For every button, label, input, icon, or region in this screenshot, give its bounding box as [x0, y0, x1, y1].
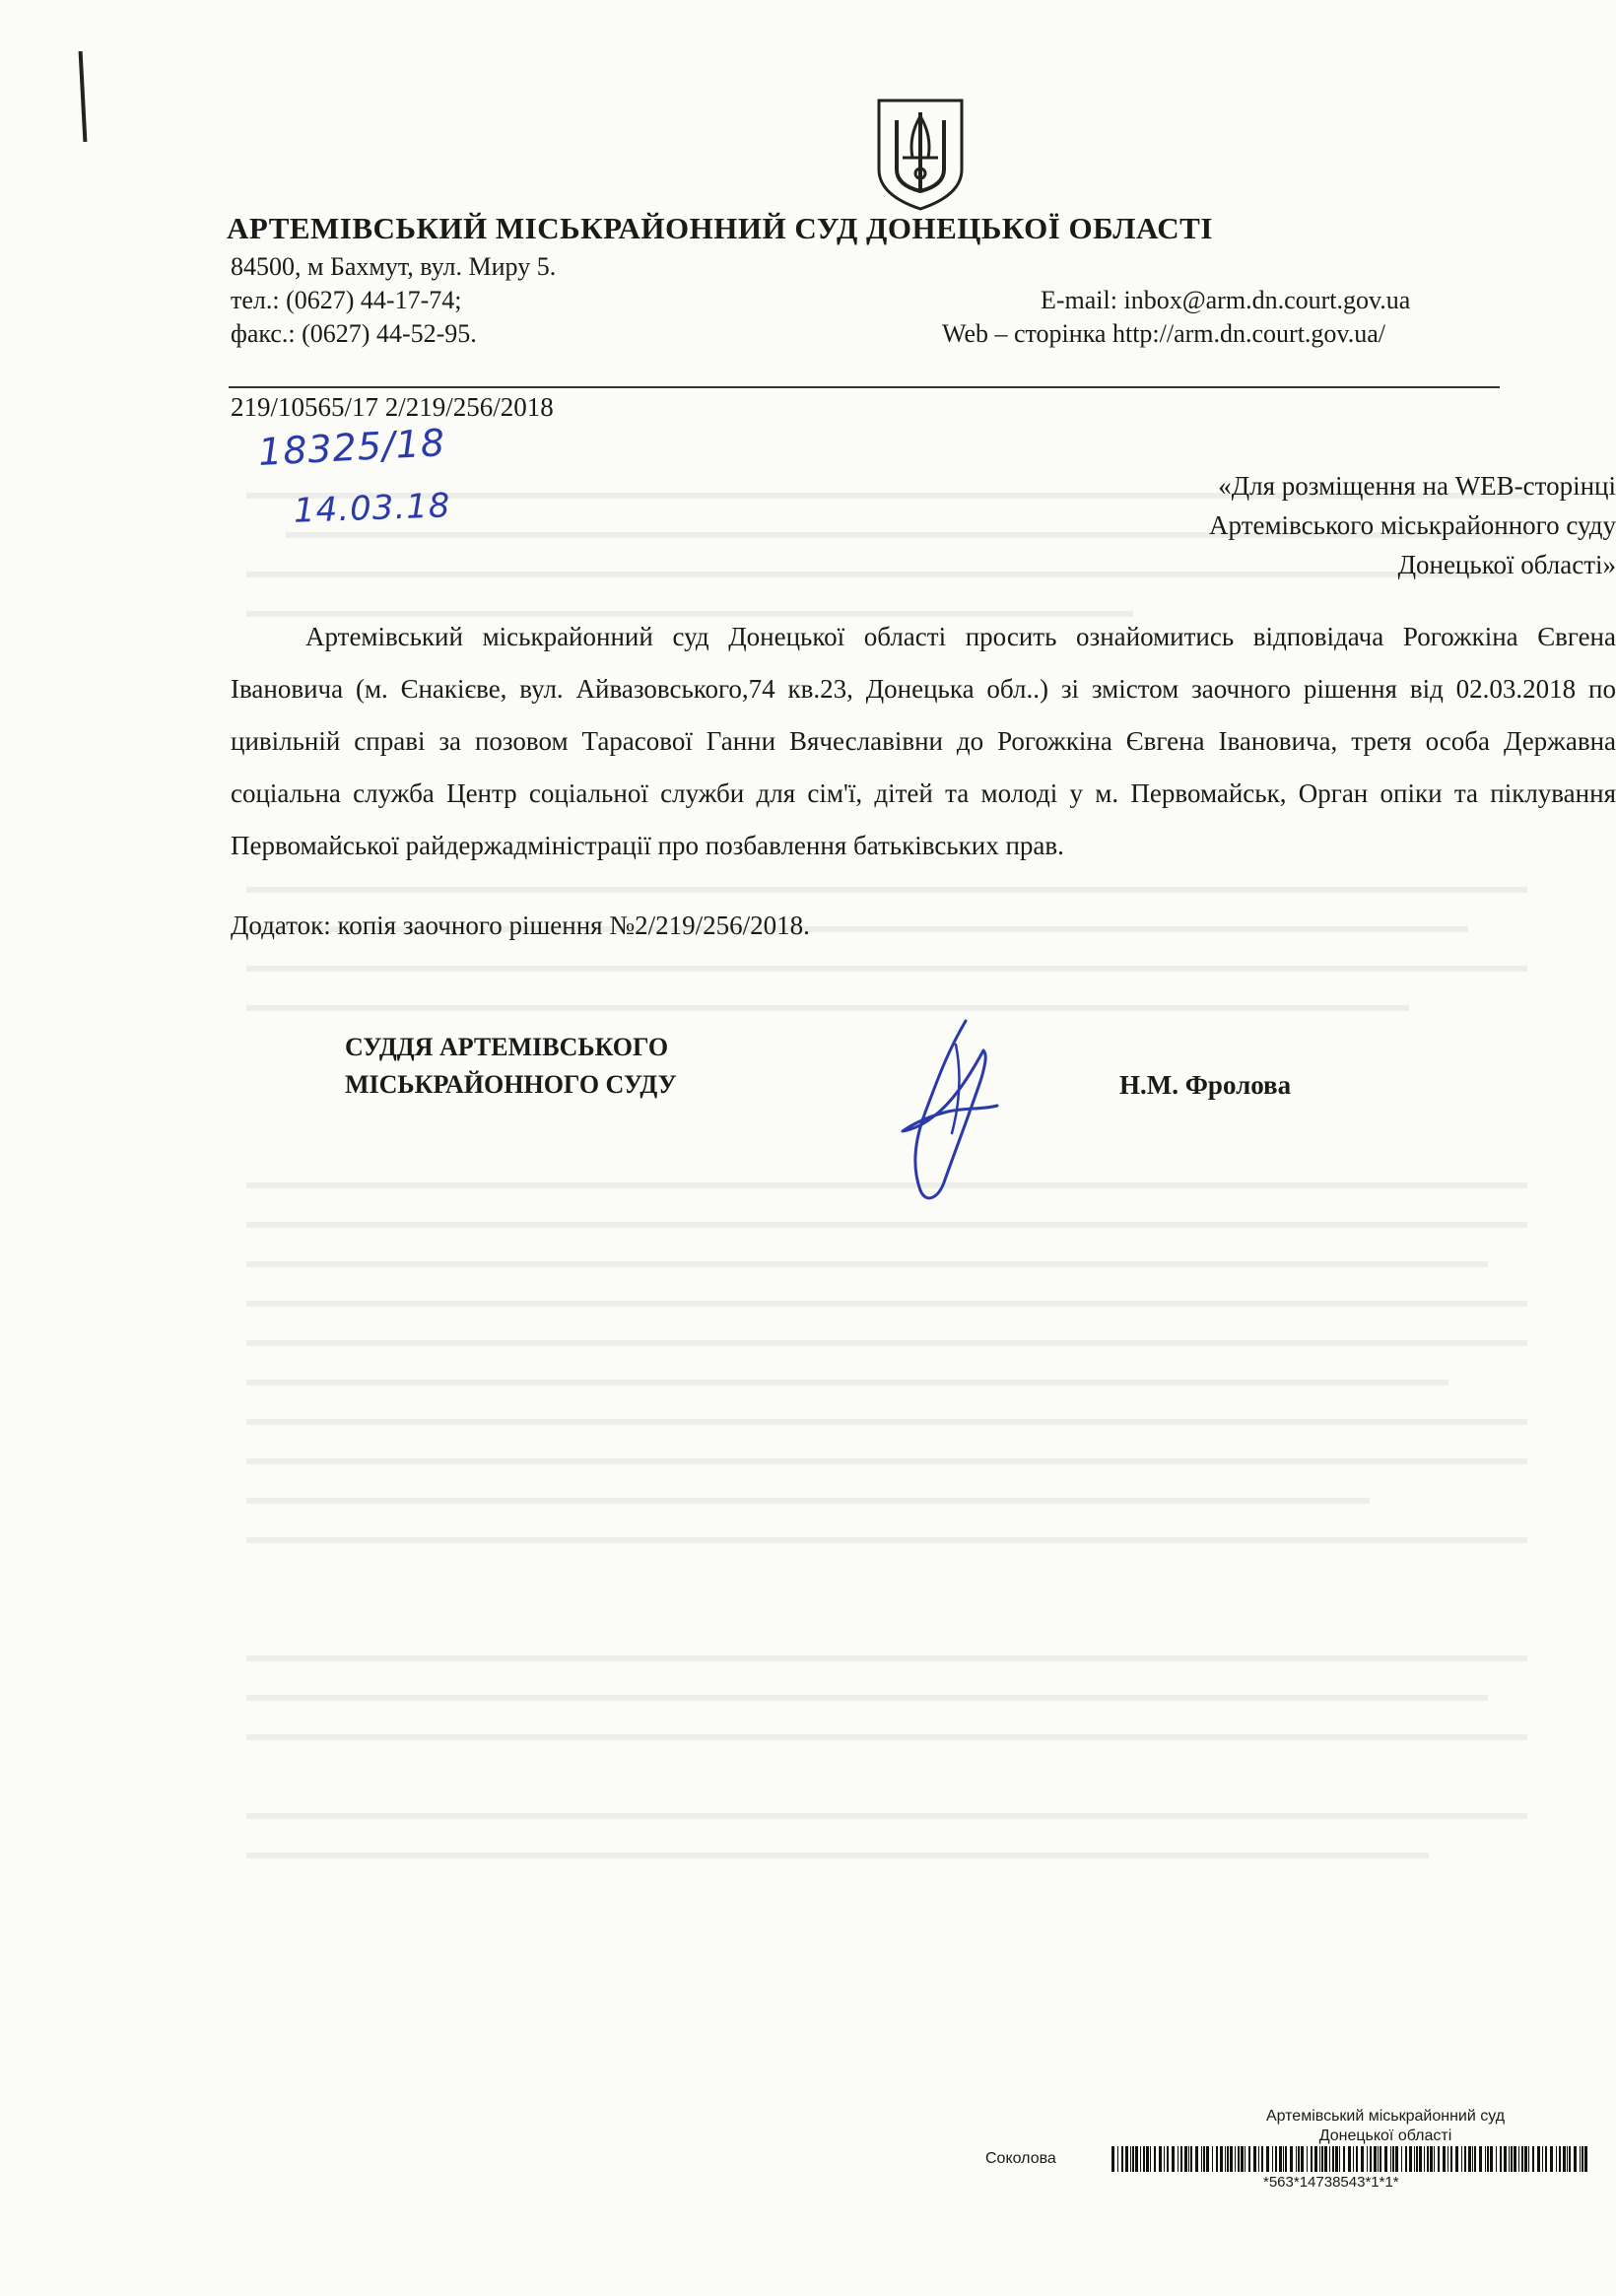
barcode-bar	[1319, 2146, 1320, 2172]
barcode-bar	[1225, 2146, 1226, 2172]
barcode-bar	[1275, 2146, 1277, 2172]
barcode-bar	[1395, 2146, 1398, 2172]
barcode-bar	[1485, 2146, 1486, 2172]
barcode-bar	[1216, 2146, 1218, 2172]
barcode-bar	[1329, 2146, 1330, 2172]
barcode-bar	[1419, 2146, 1422, 2172]
placement-note-line1: «Для розміщення на WEB-сторінці	[1218, 471, 1616, 501]
scan-edge-mark	[79, 51, 88, 142]
barcode-bar	[1569, 2146, 1571, 2172]
barcode-bar	[1117, 2146, 1118, 2172]
barcode-bar	[1261, 2146, 1263, 2172]
barcode-bar	[1559, 2146, 1561, 2172]
barcode-bar	[1528, 2146, 1529, 2172]
barcode-bar	[1574, 2146, 1577, 2172]
barcode-bar	[1500, 2146, 1502, 2172]
barcode-bar	[1487, 2146, 1489, 2172]
barcode-bar	[1390, 2146, 1391, 2172]
judge-role	[345, 1029, 677, 1104]
barcode-bar	[1464, 2146, 1466, 2172]
barcode-bar	[1443, 2146, 1446, 2172]
barcode-bar	[1378, 2146, 1379, 2172]
barcode-bar	[1258, 2146, 1259, 2172]
barcode-bar	[1434, 2146, 1435, 2172]
barcode-bar	[1416, 2146, 1418, 2172]
placement-note-line3: Донецької області»	[1397, 550, 1616, 579]
barcode-bar	[1311, 2146, 1313, 2172]
barcode-bar	[1424, 2146, 1425, 2172]
barcode-bar	[1472, 2146, 1473, 2172]
barcode-bar	[1285, 2146, 1287, 2172]
barcode-bar	[1167, 2146, 1169, 2172]
barcode-bar	[1353, 2146, 1354, 2172]
barcode-bar	[1392, 2146, 1394, 2172]
judge-role-line1: СУДДЯ АРТЕМІВСЬКОГО	[345, 1033, 669, 1061]
barcode-bar	[1479, 2146, 1482, 2172]
barcode-bar	[1150, 2146, 1151, 2172]
barcode-bar	[1409, 2146, 1412, 2172]
barcode-bar	[1314, 2146, 1317, 2172]
barcode-bar	[1143, 2146, 1145, 2172]
barcode-bar	[1272, 2146, 1273, 2172]
letter-body	[231, 611, 1616, 872]
barcode-bar	[1159, 2146, 1162, 2172]
barcode-bar	[1245, 2146, 1246, 2172]
judge-role-line2: МІСЬКРАЙОННОГО СУДУ	[345, 1070, 677, 1099]
barcode-bar	[1461, 2146, 1462, 2172]
barcode-bar	[1518, 2146, 1519, 2172]
barcode-bar	[1361, 2146, 1364, 2172]
barcode-bar	[1283, 2146, 1284, 2172]
barcode-bar	[1545, 2146, 1547, 2172]
barcode-bar	[1180, 2146, 1182, 2172]
barcode-bar	[1212, 2146, 1213, 2172]
barcode-bar	[1301, 2146, 1304, 2172]
barcode-bar	[1190, 2146, 1192, 2172]
barcode-bar	[1524, 2146, 1527, 2172]
barcode-bar	[1356, 2146, 1358, 2172]
barcode-bar	[1367, 2146, 1368, 2172]
court-phone: тел.: (0627) 44-17-74;	[231, 286, 462, 314]
barcode-bar	[1567, 2146, 1568, 2172]
barcode-bar	[1203, 2146, 1205, 2172]
court-address: 84500, м Бахмут, вул. Миру 5.	[231, 252, 557, 281]
barcode-bar	[1380, 2146, 1381, 2172]
registry-stamp-line2: Донецької області	[1318, 2127, 1452, 2144]
barcode-bar	[1384, 2146, 1387, 2172]
barcode-bar	[1339, 2146, 1340, 2172]
barcode-bar	[1563, 2146, 1566, 2172]
barcode-bar	[1542, 2146, 1543, 2172]
registry-barcode-row	[985, 2146, 1596, 2176]
barcode-bar	[1220, 2146, 1223, 2172]
barcode-bar	[1332, 2146, 1334, 2172]
barcode-bar	[1509, 2146, 1510, 2172]
barcode-bar	[1241, 2146, 1244, 2172]
barcode-bar	[1490, 2146, 1493, 2172]
barcode-bar	[1195, 2146, 1198, 2172]
barcode-bar	[1201, 2146, 1202, 2172]
attachment-line: Додаток: копія заочного рішення №2/219/256/2018.	[231, 911, 810, 940]
barcode-bar	[1290, 2146, 1293, 2172]
barcode-bar	[1438, 2146, 1440, 2172]
barcode-bar	[1146, 2146, 1149, 2172]
reference-number: 219/10565/17 2/219/256/2018	[231, 392, 554, 422]
barcode-bar	[1172, 2146, 1175, 2172]
barcode-bar	[1321, 2146, 1323, 2172]
barcode-bar	[1125, 2146, 1128, 2172]
barcode-text: *563*14738543*1*1*	[1263, 2174, 1399, 2191]
barcode-bar	[1238, 2146, 1240, 2172]
barcode-bar	[1532, 2146, 1534, 2172]
barcode-bar	[1582, 2146, 1583, 2172]
barcode-bar	[1405, 2146, 1407, 2172]
barcode-bar	[1504, 2146, 1507, 2172]
coat-of-arms-icon	[873, 97, 968, 213]
barcode-bar	[1450, 2146, 1452, 2172]
handwritten-incoming-number: 18325/18	[256, 421, 447, 474]
barcode-bar	[1130, 2146, 1131, 2172]
placement-note-line2: Артемівського міськрайонного суду	[1209, 510, 1616, 540]
barcode-bar	[1348, 2146, 1351, 2172]
letter-body-text: Артемівський міськрайонний суд Донецької області просить ознайомитись відповідача Рогожкіна Євгена Івановича (м. Єнакієве, вул. Айвазовського,74 кв.23, Донецька обл..) зі змістом заочного рішення від 02.03.2018 по цивільній справі за позовом Тарасової Ганни Вячеславівни до Рогожкіна Євгена Івановича, третя особа Державна соціальна служба Центр соціальної служби для сім'ї, дітей та молоді у м. Первомайськ, Орган опіки та піклування Первомайської райдержадміністрації про позбавлення батьківських прав.	[231, 622, 1616, 860]
court-name: АРТЕМІВСЬКИЙ МІСЬКРАЙОННИЙ СУД ДОНЕЦЬКОЇ ОБЛАСТІ	[227, 211, 1213, 245]
barcode-bar	[1298, 2146, 1300, 2172]
barcode-bar	[1324, 2146, 1327, 2172]
barcode-bar	[1227, 2146, 1229, 2172]
barcode-bar	[1335, 2146, 1338, 2172]
barcode-bar	[1550, 2146, 1553, 2172]
barcode-bar	[1279, 2146, 1282, 2172]
barcode-bar	[1188, 2146, 1189, 2172]
barcode-bar	[1343, 2146, 1345, 2172]
handwritten-incoming-date: 14.03.18	[293, 486, 452, 531]
clerk-name: Соколова	[985, 2150, 1056, 2167]
barcode-bar	[1154, 2146, 1156, 2172]
barcode-bar	[1374, 2146, 1377, 2172]
barcode-bar	[1253, 2146, 1256, 2172]
barcode-bar	[1584, 2146, 1587, 2172]
barcode-bar	[1430, 2146, 1433, 2172]
court-website: Web – сторінка http://arm.dn.court.gov.ua/	[942, 319, 1386, 348]
barcode-bar	[1266, 2146, 1269, 2172]
barcode-bar	[1140, 2146, 1141, 2172]
registry-stamp-line1: Артемівський міськрайонний суд	[1265, 2108, 1506, 2125]
barcode-bar	[1455, 2146, 1458, 2172]
barcode-bar	[1235, 2146, 1236, 2172]
registry-stamp	[1178, 2107, 1592, 2146]
barcode-bar	[1514, 2146, 1516, 2172]
barcode-bar	[1184, 2146, 1187, 2172]
barcode-bar	[1296, 2146, 1297, 2172]
barcode-bar	[1414, 2146, 1415, 2172]
court-fax: факс.: (0627) 44-52-95.	[231, 319, 477, 348]
barcode-icon	[1111, 2146, 1594, 2172]
barcode-bar	[1248, 2146, 1250, 2172]
barcode-bar	[1556, 2146, 1557, 2172]
judge-name: Н.М. Фролова	[1119, 1070, 1292, 1100]
barcode-bar	[1580, 2146, 1581, 2172]
barcode-bar	[1468, 2146, 1471, 2172]
barcode-bar	[1135, 2146, 1138, 2172]
barcode-bar	[1427, 2146, 1429, 2172]
barcode-bar	[1370, 2146, 1372, 2172]
barcode-bar	[1474, 2146, 1476, 2172]
barcode-bar	[1511, 2146, 1513, 2172]
court-email: E-mail: inbox@arm.dn.court.gov.ua	[1041, 286, 1411, 314]
barcode-bar	[1132, 2146, 1134, 2172]
barcode-bar	[1537, 2146, 1540, 2172]
barcode-bar	[1230, 2146, 1233, 2172]
barcode-bar	[1111, 2146, 1114, 2172]
barcode-bar	[1307, 2146, 1308, 2172]
header-divider	[229, 386, 1500, 388]
barcode-bar	[1121, 2146, 1123, 2172]
barcode-bar	[1521, 2146, 1523, 2172]
barcode-bar	[1164, 2146, 1165, 2172]
barcode-bar	[1206, 2146, 1209, 2172]
handwritten-signature	[887, 1015, 1015, 1212]
barcode-bar	[1401, 2146, 1402, 2172]
barcode-bar	[1496, 2146, 1497, 2172]
